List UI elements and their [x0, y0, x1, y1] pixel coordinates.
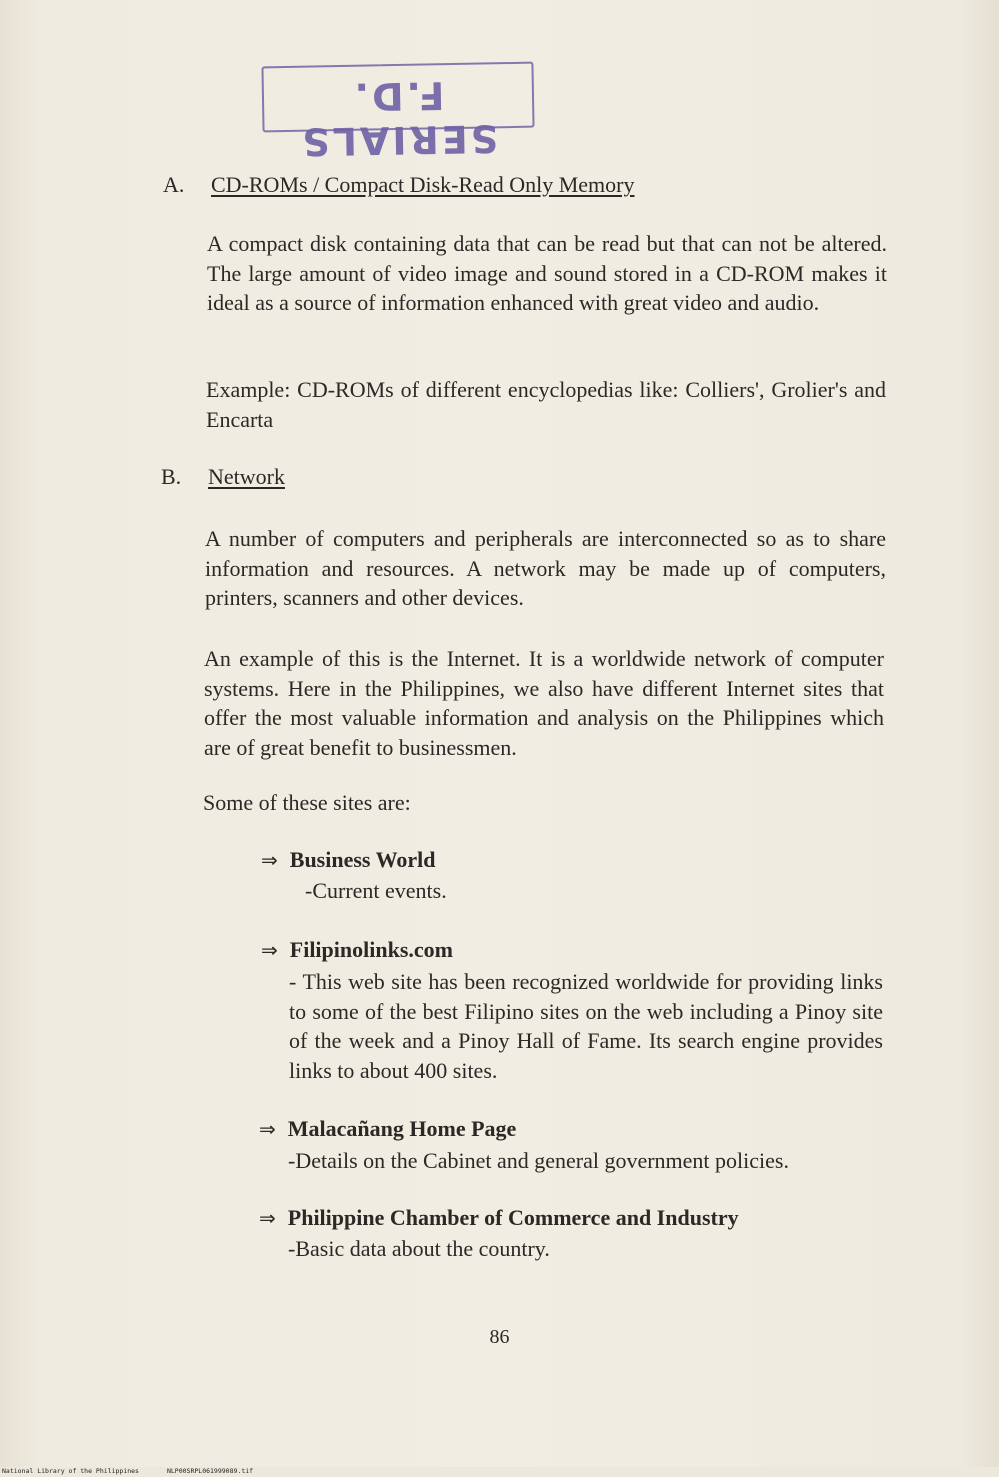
- site-name: Philippine Chamber of Commerce and Industry: [287, 1205, 739, 1230]
- section-b-title: Network: [208, 464, 285, 489]
- site-description: - This web site has been recognized worldwide for providing links to some of the best Filipino sites on the web including a Pinoy site of the week and a Pinoy Hall of Fame. Its search engine provides links to about 400 sites.: [289, 969, 883, 1083]
- scan-footer: [2, 1467, 281, 1475]
- page-number: 86: [489, 1326, 510, 1348]
- site-item-filipinolinks: [261, 937, 453, 963]
- site-name: Filipinolinks.com: [289, 937, 453, 962]
- section-a-letter: A.: [163, 172, 185, 197]
- site-item-malacanang: [259, 1116, 516, 1142]
- site-name: Malacañang Home Page: [287, 1116, 517, 1141]
- stamp-text: SERIALS F.D.: [299, 73, 499, 164]
- site-item-business-world: [261, 847, 435, 873]
- site-description: -Basic data about the country.: [288, 1236, 550, 1261]
- footer-library: National Library of the Philippines: [2, 1467, 139, 1475]
- site-description: -Current events.: [305, 878, 447, 903]
- serials-stamp: [261, 62, 534, 164]
- sites-intro: Some of these sites are:: [203, 790, 411, 815]
- section-b-letter: B.: [161, 464, 182, 489]
- site-description: -Details on the Cabinet and general government policies.: [288, 1148, 789, 1173]
- site-name: Business World: [289, 847, 436, 872]
- arrow-icon: ⇒: [261, 848, 278, 872]
- arrow-icon: ⇒: [261, 938, 278, 962]
- section-b-paragraph-2: An example of this is the Internet. It is a worldwide network of computer systems. Here in the Philippines, we also have different Internet sites that offer the most valuable information and analysis on the Philippines which are of great benefit to businessmen.: [204, 646, 884, 760]
- section-b-paragraph-1: A number of computers and peripherals are interconnected so as to share information and resources. A network may be made up of computers, printers, scanners and other devices.: [205, 526, 886, 610]
- section-a-example: Example: CD-ROMs of different encyclopedias like: Colliers', Grolier's and Encarta: [206, 377, 886, 432]
- footer-file: NLP00SRPL061999089.tif: [166, 1467, 254, 1475]
- site-item-chamber-of-commerce: [259, 1205, 739, 1231]
- arrow-icon: ⇒: [259, 1206, 276, 1230]
- section-a-title: CD-ROMs / Compact Disk-Read Only Memory: [211, 172, 635, 197]
- section-a-paragraph: A compact disk containing data that can be read but that can not be altered. The large amount of video image and sound stored in a CD-ROM makes it ideal as a source of information enhanced with great video and audio.: [207, 231, 887, 315]
- arrow-icon: ⇒: [259, 1117, 276, 1141]
